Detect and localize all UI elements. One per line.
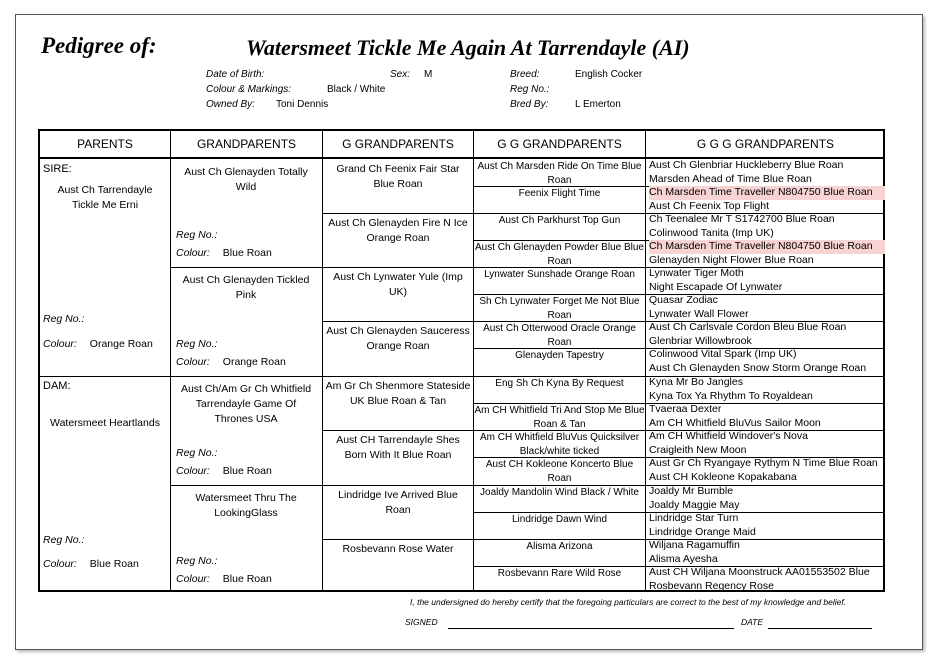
row-divider <box>322 430 473 431</box>
gg-grandparent: Lynwater Sunshade Orange Roan <box>484 269 635 280</box>
header-parents: PARENTS <box>77 137 133 151</box>
ggg-grandparent: Aust Ch Glenbriar Huckleberry Blue Roan <box>649 159 844 171</box>
ggg-grandparent: Rosbevann Regency Rose <box>649 579 774 592</box>
grandparent-name: Watersmeet Thru The LookingGlass <box>195 492 297 519</box>
owned-by-value: Toni Dennis <box>276 99 329 110</box>
ggg-grandparent: Joaldy Mr Bumble <box>649 485 734 497</box>
gg-grandparent: Aust CH Kokleone Koncerto Blue Roan <box>485 459 634 484</box>
date-label: DATE <box>741 617 764 627</box>
g-grandparent: Aust Ch Glenayden Fire N Ice Orange Roan <box>328 217 468 244</box>
dog-name-title: Watersmeet Tickle Me Again At Tarrendayle (AI) <box>246 35 690 60</box>
pedigree-table <box>38 129 885 592</box>
ggg-grandparent: Marsden Ahead of Time Blue Roan <box>649 172 812 185</box>
ggg-grandparent: Glenbriar Willowbrook <box>649 334 752 347</box>
gg-grandparent: Eng Sh Ch Kyna By Request <box>495 378 624 389</box>
ggg-grandparent: Glenayden Night Flower Blue Roan <box>649 253 814 266</box>
ggg-pair <box>647 376 885 403</box>
header-ggg-grandparents: G G G GRANDPARENTS <box>696 137 835 151</box>
header-grandparents: GRANDPARENTS <box>196 137 297 151</box>
column-divider <box>322 131 323 590</box>
signed-label: SIGNED <box>405 617 438 627</box>
row-divider <box>170 485 322 486</box>
sire-name: Aust Ch Tarrendayle Tickle Me Erni <box>57 184 153 211</box>
header-gg-grandparents: G G GRANDPARENTS <box>497 137 622 151</box>
grandparent-reg: Reg No.: <box>176 229 218 241</box>
ggg-pair <box>647 512 885 539</box>
dob-label: Date of Birth: <box>206 69 265 80</box>
ggg-grandparent: Aust Ch Feenix Top Flight <box>649 199 770 212</box>
ggg-grandparent-highlighted: Ch Marsden Time Traveller N804750 Blue Roan <box>649 240 885 254</box>
g-grandparent: Rosbevann Rose Water <box>342 543 454 555</box>
ggg-grandparent: Aust CH Kokleone Kopakabana <box>649 470 797 483</box>
ggg-pair <box>647 213 885 240</box>
colour-markings-label: Colour & Markings: <box>206 84 292 95</box>
grandparent-reg: Reg No.: <box>176 555 218 567</box>
row-divider <box>322 267 473 268</box>
ggg-grandparent: Kyna Tox Ya Rhythm To Royaldean <box>649 389 813 402</box>
reg-no-label: Reg No.: <box>510 84 550 95</box>
ggg-pair <box>647 186 885 213</box>
grandparent-reg: Reg No.: <box>176 338 218 350</box>
ggg-pair <box>647 159 885 186</box>
g-grandparent: Grand Ch Feenix Fair Star Blue Roan <box>336 163 460 190</box>
ggg-pair <box>647 485 885 512</box>
ggg-pair <box>647 403 885 430</box>
row-divider <box>322 485 473 486</box>
column-divider <box>645 131 646 590</box>
dam-reg: Reg No.: <box>43 534 85 546</box>
ggg-grandparent: Aust CH Wiljana Moonstruck AA01553502 Blue <box>649 566 870 578</box>
ggg-grandparent: Aust Gr Ch Ryangaye Rythym N Time Blue Roan <box>649 457 878 469</box>
ggg-grandparent-highlighted: Ch Marsden Time Traveller N804750 Blue Roan <box>649 186 885 200</box>
ggg-pair <box>647 321 885 348</box>
dam-colour: Colour: Blue Roan <box>43 558 139 570</box>
ggg-pair <box>647 240 885 267</box>
grandparent-colour: Colour: Orange Roan <box>176 356 286 368</box>
gg-grandparent: Aust Ch Marsden Ride On Time Blue Roan <box>477 161 642 186</box>
ggg-pair <box>647 457 885 484</box>
ggg-pair <box>647 430 885 457</box>
bred-by-label: Bred By: <box>510 99 549 110</box>
certification-statement: I, the undersigned do hereby certify that the foregoing particulars are correct to the best of my knowledge and belief. <box>410 597 847 607</box>
sex-label: Sex: <box>390 69 411 80</box>
owned-by-label: Owned By: <box>206 99 255 110</box>
sire-reg: Reg No.: <box>43 313 85 325</box>
g-grandparent: Aust CH Tarrendayle Shes Born With It Blue Roan <box>336 434 460 461</box>
ggg-grandparent: Lindridge Orange Maid <box>649 525 756 538</box>
gg-grandparent: Alisma Arizona <box>526 541 593 552</box>
sire-colour: Colour: Orange Roan <box>43 338 153 350</box>
bred-by-value: L Emerton <box>575 99 621 110</box>
header-g-grandparents: G GRANDPARENTS <box>342 137 454 151</box>
grandparent-name: Aust Ch Glenayden Totally Wild <box>184 166 308 193</box>
ggg-grandparent: Lynwater Wall Flower <box>649 307 749 320</box>
breed-label: Breed: <box>510 69 540 80</box>
gg-grandparent: Rosbevann Rare Wild Rose <box>497 568 622 579</box>
column-divider <box>170 131 171 590</box>
ggg-grandparent: Aust Ch Glenayden Snow Storm Orange Roan <box>649 361 867 374</box>
ggg-grandparent: Craigleith New Moon <box>649 443 747 456</box>
ggg-pair <box>647 348 885 375</box>
ggg-grandparent: Wiljana Ragamuffin <box>649 539 740 551</box>
grandparent-name: Aust Ch/Am Gr Ch Whitfield Tarrendayle Game Of Thrones USA <box>180 383 312 425</box>
gg-grandparent: Sh Ch Lynwater Forget Me Not Blue Roan <box>479 296 640 321</box>
dam-label: DAM: <box>43 380 71 392</box>
ggg-grandparent: Kyna Mr Bo Jangles <box>649 376 743 388</box>
signature-line[interactable] <box>448 628 734 629</box>
sex-value: M <box>424 69 433 80</box>
gg-grandparent: Aust Ch Otterwood Oracle Orange Roan <box>483 323 636 348</box>
gg-grandparent: Glenayden Tapestry <box>515 350 604 361</box>
gg-grandparent: Am CH Whitfield Tri And Stop Me Blue Roan & Tan <box>474 405 645 430</box>
ggg-grandparent: Joaldy Maggie May <box>649 498 740 511</box>
g-grandparent: Am Gr Ch Shenmore Stateside UK Blue Roan & Tan <box>325 380 471 407</box>
g-grandparent: Aust Ch Lynwater Yule (Imp UK) <box>333 271 463 298</box>
pedigree-label: Pedigree of: <box>41 33 157 58</box>
ggg-grandparent: Ch Teenalee Mr T S1742700 Blue Roan <box>649 213 835 225</box>
row-divider <box>322 321 473 322</box>
g-grandparent: Lindridge Ive Arrived Blue Roan <box>338 489 458 516</box>
date-line[interactable] <box>768 628 872 629</box>
grandparent-colour: Colour: Blue Roan <box>176 465 272 477</box>
gg-grandparent: Joaldy Mandolin Wind Black / White <box>480 487 639 498</box>
ggg-grandparent: Alisma Ayesha <box>649 552 718 565</box>
grandparent-name: Aust Ch Glenayden Tickled Pink <box>182 274 310 301</box>
breed-value: English Cocker <box>575 69 643 80</box>
ggg-pair <box>647 267 885 294</box>
row-divider <box>322 213 473 214</box>
row-divider <box>170 267 322 268</box>
ggg-grandparent: Colinwood Tanita (Imp UK) <box>649 226 774 239</box>
grandparent-colour: Colour: Blue Roan <box>176 573 272 585</box>
ggg-grandparent: Colinwood Vital Spark (Imp UK) <box>649 348 797 360</box>
ggg-grandparent: Aust Ch Carlsvale Cordon Bleu Blue Roan <box>649 321 847 333</box>
ggg-grandparent: Tvaeraa Dexter <box>649 403 722 415</box>
ggg-grandparent: Am CH Whitfield BluVus Sailor Moon <box>649 416 821 429</box>
row-divider <box>322 376 473 377</box>
ggg-pair <box>647 294 885 321</box>
gg-grandparent: Lindridge Dawn Wind <box>511 514 608 525</box>
ggg-grandparent: Lindridge Star Turn <box>649 512 739 524</box>
gg-grandparent: Aust Ch Glenayden Powder Blue Blue Roan <box>475 242 644 267</box>
ggg-grandparent: Quasar Zodiac <box>649 294 718 306</box>
row-divider <box>40 376 170 377</box>
sire-label: SIRE: <box>43 163 72 175</box>
ggg-grandparent: Am CH Whitfield Windover's Nova <box>649 430 808 442</box>
grandparent-reg: Reg No.: <box>176 447 218 459</box>
ggg-pair <box>647 539 885 566</box>
dam-name: Watersmeet Heartlands <box>50 417 160 429</box>
gg-grandparent: Aust Ch Parkhurst Top Gun <box>498 215 621 226</box>
ggg-grandparent: Night Escapade Of Lynwater <box>649 280 783 293</box>
row-divider <box>170 376 322 377</box>
ggg-pair <box>647 566 885 593</box>
row-divider <box>322 539 473 540</box>
ggg-grandparent: Lynwater Tiger Moth <box>649 267 744 279</box>
gg-grandparent: Am CH Whitfield BluVus Quicksilver Black/white ticked <box>479 432 640 457</box>
gg-grandparent: Feenix Flight Time <box>518 188 601 199</box>
colour-markings-value: Black / White <box>327 84 386 95</box>
g-grandparent: Aust Ch Glenayden Sauceress Orange Roan <box>326 325 470 352</box>
grandparent-colour: Colour: Blue Roan <box>176 247 272 259</box>
